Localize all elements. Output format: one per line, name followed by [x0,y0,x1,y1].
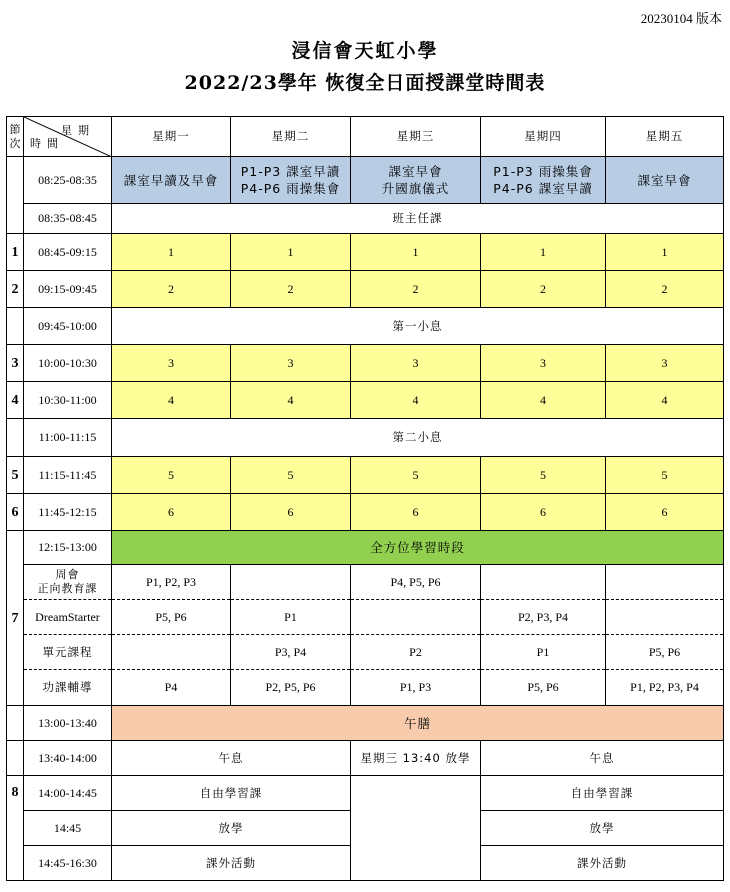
wednesday-empty [351,776,481,881]
period-blank-top [7,157,24,234]
lesson-cell: 6 [351,494,481,531]
lesson-cell: 4 [606,382,724,419]
period-number: 4 [7,382,24,419]
assembly-thu-line2: P4-P6 課室早讀 [493,181,593,196]
lesson-cell: 3 [112,345,231,382]
school-name: 浸信會天虹小學 [291,40,439,62]
assembly-tue-line1: P1-P3 課室早讀 [240,164,341,179]
time-cell: 11:00-11:15 [24,419,112,457]
lesson-cell: 3 [231,345,351,382]
lesson-cell: 3 [481,345,606,382]
lesson-cell: 2 [481,271,606,308]
life-wide-learning-banner: 全方位學習時段 [112,531,724,565]
lesson-cell: 1 [351,234,481,271]
activity-label: 功課輔導 [24,670,112,706]
time-label: 時間 [30,137,64,150]
assembly-wed [351,157,481,204]
class-list-cell [351,600,481,635]
time-cell: 13:00-13:40 [24,706,112,741]
period-7-banner-row [7,531,724,565]
time-cell: 12:15-13:00 [24,531,112,565]
free-study-thu-fri: 自由學習課 [481,776,724,811]
period-number: 2 [7,271,24,308]
activity-label-line1: 周會 [55,568,80,581]
day-header-fri: 星期五 [606,117,724,157]
day-header-wed: 星期三 [351,117,481,157]
corner-header [24,117,112,157]
activity-label [24,565,112,600]
lunch-break-row [7,741,724,776]
lunch-label: 午膳 [112,706,724,741]
day-header-thu: 星期四 [481,117,606,157]
time-cell: 09:45-10:00 [24,308,112,345]
p7-unit-row [7,635,724,670]
lesson-cell: 5 [606,457,724,494]
period-1-row [7,234,724,271]
lesson-cell: 4 [231,382,351,419]
lesson-cell: 5 [112,457,231,494]
period-blank [7,741,24,776]
period-2-row [7,271,724,308]
lesson-cell: 5 [351,457,481,494]
period-col-header: 節次 [7,117,24,157]
recess-label: 第一小息 [112,308,724,345]
lesson-cell: 1 [481,234,606,271]
lesson-cell: 6 [112,494,231,531]
lesson-cell: 2 [231,271,351,308]
activity-label-line2: 正向教育課 [37,582,98,595]
lesson-cell: 6 [481,494,606,531]
header-row [7,117,724,157]
p7-homework-row [7,670,724,706]
class-list-cell: P5, P6 [481,670,606,706]
period-number: 5 [7,457,24,494]
class-list-cell: P2, P3, P4 [481,600,606,635]
free-study-mon-tue: 自由學習課 [112,776,351,811]
class-list-cell: P2 [351,635,481,670]
wednesday-dismissal: 星期三 13:40 放學 [351,741,481,776]
class-list-cell [231,565,351,600]
period-3-row [7,345,724,382]
time-cell: 08:45-09:15 [24,234,112,271]
class-teacher-row [7,204,724,234]
class-list-cell [112,635,231,670]
assembly-row [7,157,724,204]
lunch-row [7,706,724,741]
lesson-cell: 6 [606,494,724,531]
lesson-cell: 3 [606,345,724,382]
day-header-tue: 星期二 [231,117,351,157]
time-cell: 09:15-09:45 [24,271,112,308]
lesson-cell: 3 [351,345,481,382]
lesson-cell: 5 [481,457,606,494]
time-cell: 14:45-16:30 [24,846,112,881]
period-number: 8 [7,776,24,881]
lesson-cell: 4 [481,382,606,419]
assembly-mon: 課室早讀及早會 [112,157,231,204]
class-teacher-lesson: 班主任課 [112,204,724,234]
free-study-row [7,776,724,811]
assembly-wed-line1: 課室早會 [388,164,443,179]
lesson-cell: 4 [112,382,231,419]
class-list-cell: P1 [231,600,351,635]
activity-label: 單元課程 [24,635,112,670]
lunch-break-mon-tue: 午息 [112,741,351,776]
lesson-cell: 2 [606,271,724,308]
class-list-cell: P5, P6 [112,600,231,635]
day-label: 星期 [61,124,95,137]
version-label: 20230104 版本 [640,11,722,26]
activity-label: DreamStarter [24,600,112,635]
assembly-wed-line2: 升國旗儀式 [381,181,450,196]
period-blank [7,419,24,457]
lesson-cell: 1 [112,234,231,271]
time-cell: 11:15-11:45 [24,457,112,494]
class-list-cell: P4 [112,670,231,706]
p7-dreamstarter-row [7,600,724,635]
assembly-fri: 課室早會 [606,157,724,204]
class-list-cell [606,565,724,600]
break-2-row [7,419,724,457]
lunch-break-thu-fri: 午息 [481,741,724,776]
class-list-cell: P1, P2, P3 [112,565,231,600]
dismissal-mon-tue: 放學 [112,811,351,846]
lesson-cell: 1 [606,234,724,271]
eca-mon-tue: 課外活動 [112,846,351,881]
lesson-cell: 4 [351,382,481,419]
assembly-thu-line1: P1-P3 雨操集會 [493,164,593,179]
class-list-cell: P4, P5, P6 [351,565,481,600]
period-4-row [7,382,724,419]
lesson-cell: 2 [112,271,231,308]
period-blank [7,706,24,741]
lesson-cell: 6 [231,494,351,531]
time-cell: 08:25-08:35 [24,157,112,204]
time-cell: 14:00-14:45 [24,776,112,811]
time-cell: 11:45-12:15 [24,494,112,531]
assembly-tue-line2: P4-P6 雨操集會 [240,181,341,196]
period-6-row [7,494,724,531]
period-number: 7 [7,531,24,706]
period-5-row [7,457,724,494]
class-list-cell: P2, P5, P6 [231,670,351,706]
class-list-cell: P3, P4 [231,635,351,670]
break-1-row [7,308,724,345]
period-number: 3 [7,345,24,382]
time-cell: 10:00-10:30 [24,345,112,382]
assembly-thu [481,157,606,204]
dismissal-thu-fri: 放學 [481,811,724,846]
time-cell: 08:35-08:45 [24,204,112,234]
recess-label: 第二小息 [112,419,724,457]
class-list-cell: P5, P6 [606,635,724,670]
class-list-cell: P1, P3 [351,670,481,706]
class-list-cell [481,565,606,600]
class-list-cell: P1 [481,635,606,670]
day-header-mon: 星期一 [112,117,231,157]
period-number: 6 [7,494,24,531]
class-list-cell [606,600,724,635]
assembly-tue [231,157,351,204]
timetable-title: 2022/23學年 恢復全日面授課堂時間表 [184,72,546,94]
period-number: 1 [7,234,24,271]
timetable [6,116,724,881]
lesson-cell: 1 [231,234,351,271]
time-cell: 13:40-14:00 [24,741,112,776]
p7-assembly-row [7,565,724,600]
lesson-cell: 5 [231,457,351,494]
period-blank [7,308,24,345]
class-list-cell: P1, P2, P3, P4 [606,670,724,706]
eca-thu-fri: 課外活動 [481,846,724,881]
time-cell: 10:30-11:00 [24,382,112,419]
time-cell: 14:45 [24,811,112,846]
lesson-cell: 2 [351,271,481,308]
